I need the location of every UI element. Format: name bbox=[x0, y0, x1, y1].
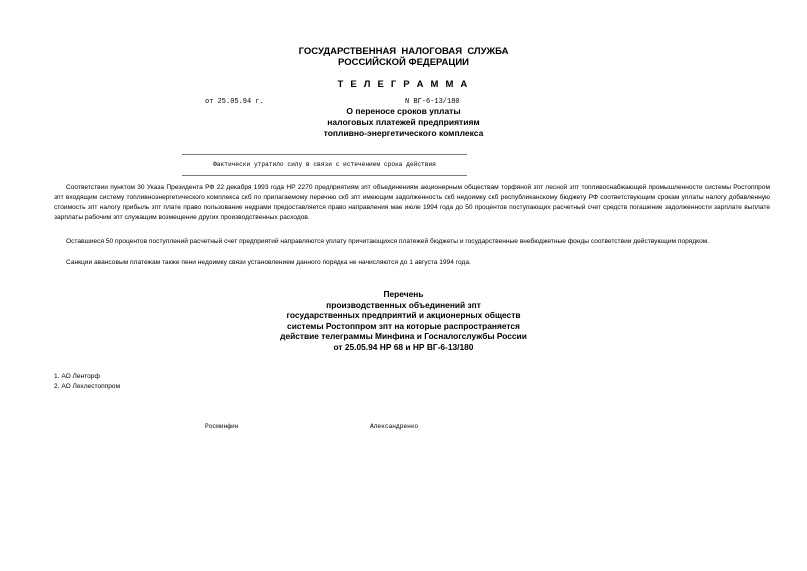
list-title-line-2: производственных объединений зпт bbox=[326, 300, 481, 310]
agency-subtitle: РОССИЙСКОЙ ФЕДЕРАЦИИ bbox=[337, 57, 469, 68]
signature-right: Александренко bbox=[370, 423, 419, 430]
document-type-heading: Т Е Л Е Г Р А М М А bbox=[337, 79, 470, 90]
list-title-line-5: действие телеграммы Минфина и Госналогслужбы России bbox=[280, 331, 527, 341]
list-title-line-6: от 25.05.94 НР 68 и НР ВГ-6-13/180 bbox=[333, 342, 474, 352]
status-note: Фактически утратило силу в связи с истечением срока действия bbox=[213, 161, 436, 168]
subject-line-2: налоговых платежей предприятиям bbox=[327, 117, 480, 127]
divider-bottom bbox=[182, 175, 467, 176]
agency-title: ГОСУДАРСТВЕННАЯ НАЛОГОВАЯ СЛУЖБА bbox=[298, 46, 509, 57]
list-item: 1. АО Ленторф bbox=[54, 373, 100, 380]
signature-left: Росминфин bbox=[205, 423, 239, 430]
document-date: от 25.05.94 г. bbox=[205, 98, 264, 106]
body-paragraph-1: Соответствии пунктом 30 Указа Президента РФ 22 декабря 1993 года НР 2270 предприятиям зпт объединениям акционерным обществам торфяной зпт лесной зпт топливоснабжающей промышленности системы Ростоппром зпт входящим систему топливноэнергетического комплекса скб по прилагаемому перечню скб зпт имеющим задолженность скб недоимку скб республиканскому бюджету РФ соответствующим срокам уплаты налогу добавленную стоимость зпт налогу прибыль зпт плате право пользование недрами предоставляется право направления мае июле 1994 года до 50 процентов поступающих расчетный счет средств погашение задолженности зарплате выплате зарплаты рабочим зпт служащим возмещение других производственных расходов. bbox=[54, 184, 770, 221]
list-title-line-1: Перечень bbox=[383, 289, 424, 299]
subject-line-3: топливно-энергетического комплекса bbox=[323, 128, 484, 138]
document-number: N ВГ-6-13/180 bbox=[405, 98, 460, 106]
body-paragraph-3: Санкции авансовым платежам также пени недоимку связи установлением данного порядка не начисляются до 1 августа 1994 года. bbox=[66, 259, 471, 266]
divider-top bbox=[182, 154, 467, 155]
list-title-line-3: государственных предприятий и акционерных обществ bbox=[286, 310, 521, 320]
list-item: 2. АО Лехлестоппром bbox=[54, 383, 121, 390]
body-paragraph-2: Оставшиеся 50 процентов поступлений расчетный счет предприятий направляются уплату причитающихся платежей бюджеты и государственные внебюджетные фонды соответствии действующим порядком. bbox=[66, 238, 710, 245]
list-title-line-4: системы Ростоппром зпт на которые распространяется bbox=[287, 321, 520, 331]
subject-line-1: О переносе сроков уплаты bbox=[346, 106, 461, 116]
